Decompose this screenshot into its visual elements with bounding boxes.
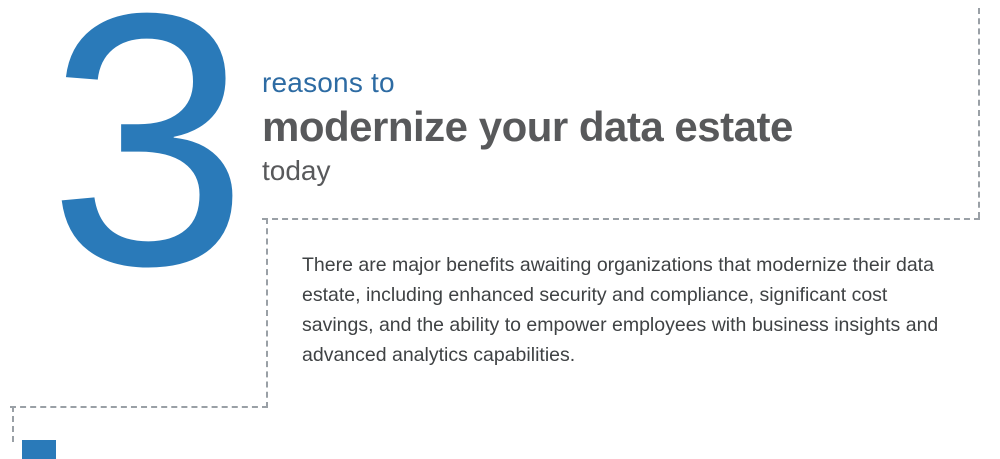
reason-count-numeral: 3 <box>48 0 241 341</box>
dashed-line-under-heading <box>262 218 980 220</box>
heading-subline: today <box>262 155 331 186</box>
accent-square <box>22 440 56 459</box>
heading-block <box>262 66 962 188</box>
dashed-line-far-left <box>12 406 14 442</box>
heading-kicker: reasons to <box>262 67 395 98</box>
dashed-line-top-right <box>978 8 980 218</box>
dashed-line-bottom <box>10 406 268 408</box>
body-paragraph: There are major benefits awaiting organizations that modernize their data estate, including enhanced security and compliance, significant cost savings, and the ability to empower employees with business insights and advanced analytics capabilities. <box>302 254 939 366</box>
heading-main: modernize your data estate <box>262 103 793 150</box>
dashed-line-left-of-body <box>266 218 268 408</box>
